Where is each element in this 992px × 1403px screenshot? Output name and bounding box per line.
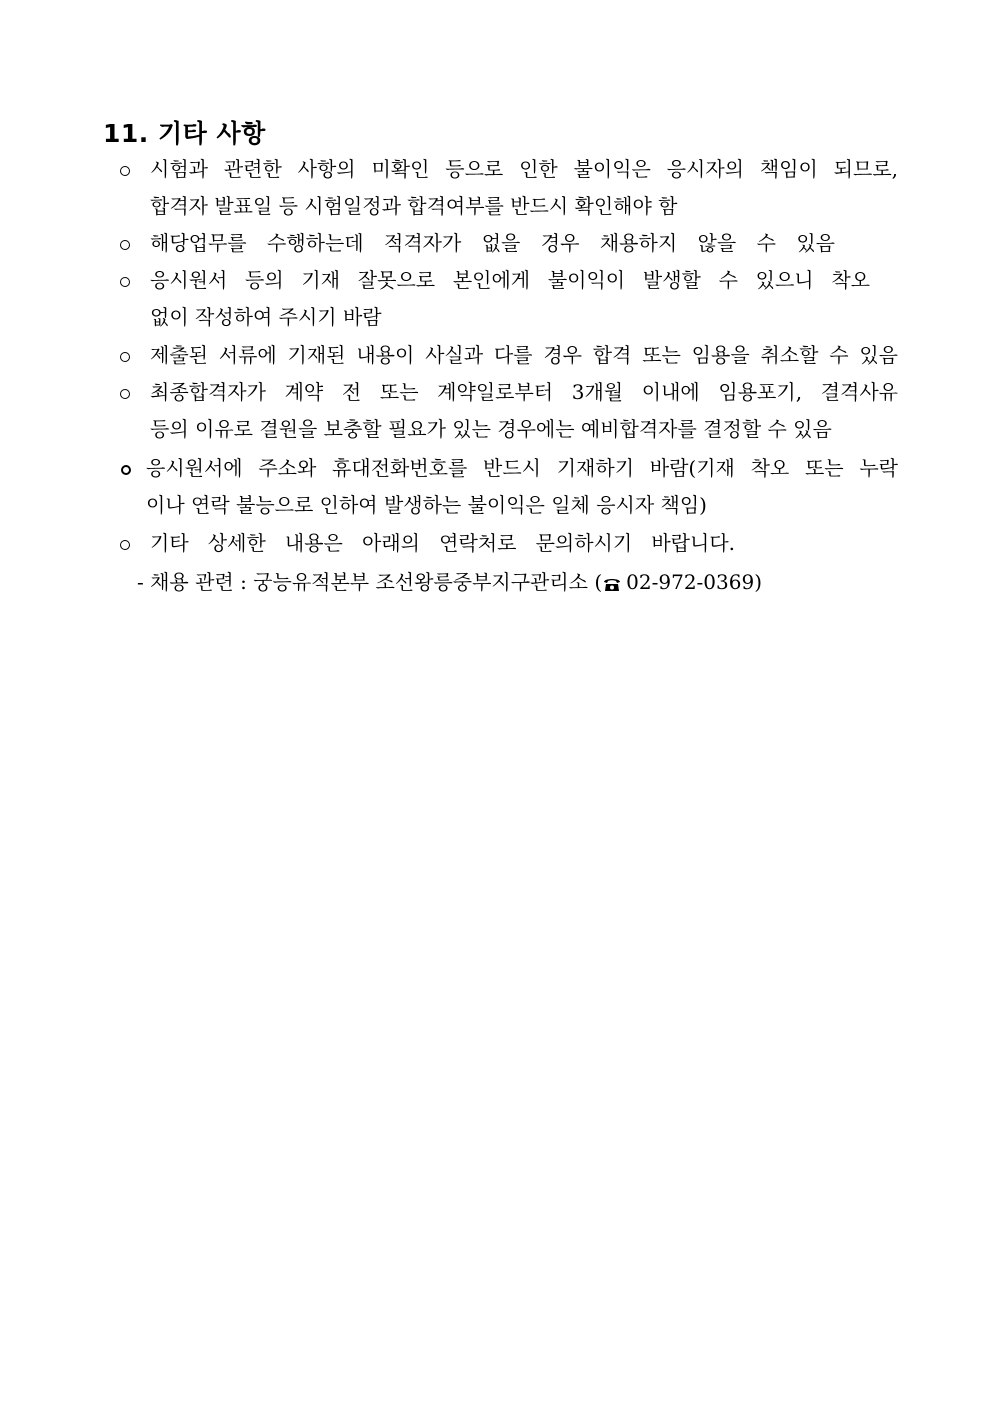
contact-prefix: - 채용 관련 : 궁능유적본부 조선왕릉중부지구관리소 ( <box>137 570 603 594</box>
item-text-line: 제출된 서류에 기재된 내용이 사실과 다를 경우 합격 또는 임용을 취소할 수 있음 <box>150 343 898 367</box>
section-title: 11. 기타 사항 <box>103 119 266 148</box>
circle-bullet-icon <box>119 450 133 487</box>
item-text-line: 최종합격자가 계약 전 또는 계약일로부터 3개월 이내에 임용포기, 결격사유 <box>150 380 898 404</box>
item-text-line: 응시원서에 주소와 휴대전화번호를 반드시 기재하기 바람(기재 착오 또는 누락 <box>146 456 898 480</box>
contact-phone: 02-972-0369 <box>626 570 755 594</box>
circle-bullet-icon <box>118 225 132 262</box>
item-text-line: 기타 상세한 내용은 아래의 연락처로 문의하시기 바랍니다. <box>150 531 735 555</box>
contact-line <box>137 564 762 601</box>
telephone-icon <box>602 576 622 590</box>
circle-bullet-icon <box>118 262 132 299</box>
contact-suffix: ) <box>754 570 763 594</box>
item-text-line: 없이 작성하여 주시기 바람 <box>150 305 382 329</box>
item-text-line: 해당업무를 수행하는데 적격자가 없을 경우 채용하지 않을 수 있음 <box>150 231 835 255</box>
item-text-line: 응시원서 등의 기재 잘못으로 본인에게 불이익이 발생할 수 있으니 착오 <box>150 268 870 292</box>
item-text-line: 합격자 발표일 등 시험일정과 합격여부를 반드시 확인해야 함 <box>150 194 678 218</box>
circle-bullet-icon <box>118 151 132 188</box>
item-text-line: 등의 이유로 결원을 보충할 필요가 있는 경우에는 예비합격자를 결정할 수 있음 <box>150 417 832 441</box>
circle-bullet-icon <box>118 374 132 411</box>
item-text-line: 이나 연락 불능으로 인하여 발생하는 불이익은 일체 응시자 책임) <box>146 493 707 517</box>
circle-bullet-icon <box>118 525 132 562</box>
circle-bullet-icon <box>118 337 132 374</box>
item-text-line: 시험과 관련한 사항의 미확인 등으로 인한 불이익은 응시자의 책임이 되므로, <box>150 157 898 181</box>
